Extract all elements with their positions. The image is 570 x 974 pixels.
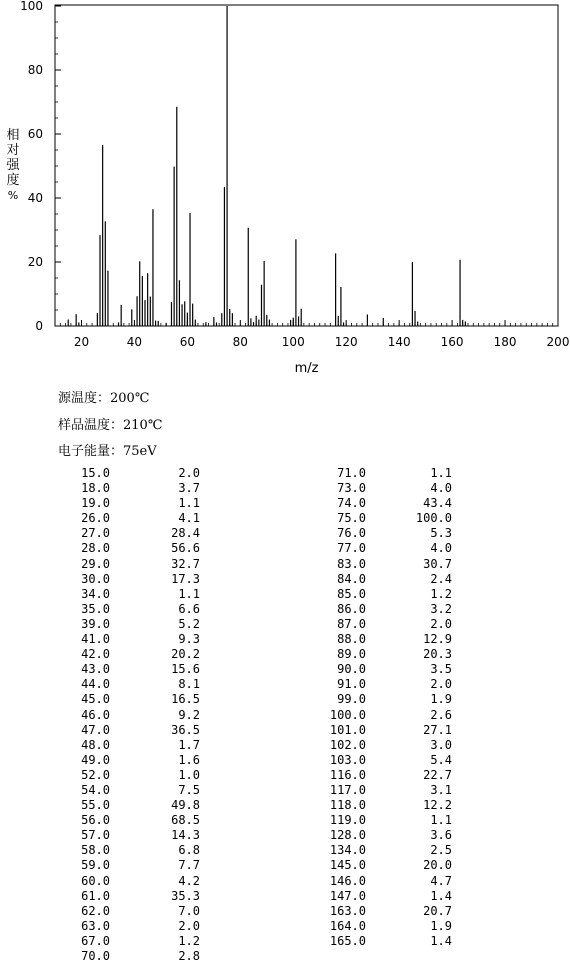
intensity-value: 2.5 [430,843,452,858]
mz-value: 63.0 [81,918,110,933]
mz-value: 57.0 [81,828,110,843]
mz-value: 71.0 [337,466,366,480]
mz-value: 30.0 [81,571,110,586]
table-row [60,889,220,904]
y-tick-label: 20 [27,255,43,269]
table-row [60,753,220,768]
y-axis-label-char: 相 [6,128,20,143]
table-row [60,768,220,783]
source-temperature-line [58,387,149,406]
mz-value: 88.0 [337,632,366,647]
intensity-value: 15.6 [171,662,200,677]
table-row [60,481,220,496]
intensity-value: 20.7 [423,903,452,918]
table-row [316,602,476,617]
table-row [60,602,220,617]
x-tick-label: 120 [334,335,358,349]
table-row [316,768,476,783]
mz-value: 67.0 [81,933,110,948]
mz-value: 19.0 [81,496,110,511]
mz-value: 47.0 [81,722,110,737]
mz-value: 49.0 [81,752,110,767]
table-row [316,557,476,572]
intensity-value: 12.9 [423,632,452,647]
intensity-value: 32.7 [171,556,200,571]
table-row [60,587,220,602]
intensity-value: 3.5 [430,662,452,677]
table-row [60,557,220,572]
source-temperature-label: 源温度： [58,391,111,406]
table-row [316,572,476,587]
mz-value: 61.0 [81,888,110,903]
table-row [60,647,220,662]
table-row [60,919,220,934]
intensity-value: 5.2 [178,616,200,631]
sample-temperature-value: 210℃ [123,418,163,433]
x-tick-label: 40 [126,335,143,349]
mz-value: 41.0 [81,632,110,647]
table-row [60,632,220,647]
table-row [316,874,476,889]
table-row [316,753,476,768]
mz-value: 147.0 [329,888,366,903]
table-row [60,572,220,587]
table-row [316,541,476,556]
mz-value: 86.0 [337,601,366,616]
intensity-value: 3.1 [430,782,452,797]
peak-table-left [60,466,220,964]
intensity-value: 5.3 [430,526,452,541]
intensity-value: 2.0 [430,677,452,692]
table-row [60,708,220,723]
mz-value: 117.0 [329,782,366,797]
mz-value: 73.0 [337,481,366,496]
intensity-value: 1.6 [178,752,200,767]
intensity-value: 35.3 [171,888,200,903]
mz-value: 90.0 [337,662,366,677]
table-row [60,526,220,541]
intensity-value: 56.6 [171,541,200,556]
mz-value: 18.0 [81,481,110,496]
table-row [316,889,476,904]
mz-value: 56.0 [81,813,110,828]
mz-value: 134.0 [329,843,366,858]
table-row [316,496,476,511]
x-axis-label: m/z [294,361,319,376]
sample-temperature-line [58,414,162,433]
x-tick-label: 80 [232,335,248,349]
mz-value: 70.0 [81,949,110,963]
table-row [60,677,220,692]
mz-value: 100.0 [329,707,366,722]
table-row [316,511,476,526]
table-row [60,541,220,556]
intensity-value: 7.5 [178,782,200,797]
intensity-value: 36.5 [171,722,200,737]
mz-value: 15.0 [81,466,110,480]
table-row [60,723,220,738]
intensity-value: 30.7 [423,556,452,571]
table-row [60,949,220,964]
mz-value: 128.0 [329,828,366,843]
table-row [60,617,220,632]
intensity-value: 4.2 [178,873,200,888]
intensity-value: 2.8 [178,949,200,963]
mz-value: 87.0 [337,616,366,631]
mz-value: 165.0 [329,933,366,948]
intensity-value: 9.2 [178,707,200,722]
electron-energy-label: 电子能量： [58,444,124,459]
intensity-value: 1.7 [178,737,200,752]
mz-value: 163.0 [329,903,366,918]
intensity-value: 1.9 [430,692,452,707]
table-row [316,692,476,707]
mz-value: 59.0 [81,858,110,873]
x-tick-label: 160 [440,335,464,349]
intensity-value: 3.0 [430,737,452,752]
mz-value: 102.0 [329,737,366,752]
table-row [316,481,476,496]
table-row [316,904,476,919]
table-row [316,828,476,843]
y-tick-label: 40 [27,191,43,205]
table-row [60,843,220,858]
table-row [316,466,476,481]
intensity-value: 20.3 [423,647,452,662]
mz-value: 146.0 [329,873,366,888]
mz-value: 45.0 [81,692,110,707]
y-axis-label-char: 对 [6,143,20,158]
mz-value: 27.0 [81,526,110,541]
intensity-value: 2.0 [430,616,452,631]
mz-value: 118.0 [329,798,366,813]
mz-value: 26.0 [81,511,110,526]
table-row [316,587,476,602]
intensity-value: 17.3 [171,571,200,586]
intensity-value: 1.2 [178,933,200,948]
x-tick-label: 180 [493,335,517,349]
mz-value: 119.0 [329,813,366,828]
mz-value: 91.0 [337,677,366,692]
table-row [60,692,220,707]
electron-energy-value: 75eV [123,444,157,459]
table-row [60,858,220,873]
intensity-value: 6.8 [178,843,200,858]
mz-value: 52.0 [81,767,110,782]
table-row [316,934,476,949]
intensity-value: 1.1 [178,586,200,601]
intensity-value: 8.1 [178,677,200,692]
intensity-value: 3.6 [430,828,452,843]
table-row [316,843,476,858]
mz-value: 44.0 [81,677,110,692]
intensity-value: 1.1 [430,466,452,480]
table-row [60,511,220,526]
y-axis-label-char: 度 [6,173,20,188]
mz-value: 29.0 [81,556,110,571]
table-row [316,647,476,662]
table-row [316,632,476,647]
table-row [316,858,476,873]
table-row [316,783,476,798]
mz-value: 77.0 [337,541,366,556]
intensity-value: 4.0 [430,541,452,556]
table-row [316,677,476,692]
mz-value: 74.0 [337,496,366,511]
x-tick-label: 20 [73,335,90,349]
intensity-value: 3.7 [178,481,200,496]
intensity-value: 1.4 [430,888,452,903]
intensity-value: 2.0 [178,466,200,480]
y-axis-label-char: 强 [6,158,20,173]
intensity-value: 16.5 [171,692,200,707]
table-row [60,813,220,828]
mz-value: 164.0 [329,918,366,933]
intensity-value: 27.1 [423,722,452,737]
y-axis-label-char: % [7,189,19,202]
table-row [60,874,220,889]
mz-value: 43.0 [81,662,110,677]
mz-value: 42.0 [81,647,110,662]
mz-value: 58.0 [81,843,110,858]
table-row [316,526,476,541]
table-row [60,466,220,481]
intensity-value: 1.0 [178,767,200,782]
intensity-value: 1.1 [178,496,200,511]
sample-temperature-label: 样品温度： [58,418,124,433]
source-temperature-value: 200℃ [110,391,150,406]
mz-value: 76.0 [337,526,366,541]
mz-value: 99.0 [337,692,366,707]
intensity-value: 6.6 [178,601,200,616]
table-row [316,798,476,813]
mz-value: 84.0 [337,571,366,586]
table-row [60,662,220,677]
table-row [316,813,476,828]
intensity-value: 49.8 [171,798,200,813]
intensity-value: 4.1 [178,511,200,526]
y-tick-label: 60 [27,127,43,141]
table-row [316,738,476,753]
intensity-value: 12.2 [423,798,452,813]
intensity-value: 7.0 [178,903,200,918]
table-row [60,496,220,511]
x-tick-label: 140 [387,335,411,349]
mz-value: 39.0 [81,616,110,631]
mz-value: 48.0 [81,737,110,752]
mz-value: 54.0 [81,782,110,797]
intensity-value: 9.3 [178,632,200,647]
intensity-value: 1.2 [430,586,452,601]
intensity-value: 43.4 [423,496,452,511]
x-tick-label: 60 [179,335,196,349]
mz-value: 55.0 [81,798,110,813]
table-row [60,934,220,949]
intensity-value: 4.0 [430,481,452,496]
table-row [60,783,220,798]
mz-value: 103.0 [329,752,366,767]
table-row [316,662,476,677]
table-row [316,617,476,632]
intensity-value: 3.2 [430,601,452,616]
table-row [316,723,476,738]
table-row [60,828,220,843]
y-axis-label [6,128,20,203]
y-tick-label: 0 [35,319,43,333]
table-row [60,738,220,753]
intensity-value: 14.3 [171,828,200,843]
mz-value: 35.0 [81,601,110,616]
mass-spectrum-chart [0,0,570,380]
mz-value: 101.0 [329,722,366,737]
intensity-value: 22.7 [423,767,452,782]
intensity-value: 1.1 [430,813,452,828]
intensity-value: 2.4 [430,571,452,586]
intensity-value: 28.4 [171,526,200,541]
table-row [60,798,220,813]
x-tick-label: 200 [546,335,570,349]
intensity-value: 68.5 [171,813,200,828]
intensity-value: 1.4 [430,933,452,948]
intensity-value: 20.2 [171,647,200,662]
mz-value: 75.0 [337,511,366,526]
mz-value: 28.0 [81,541,110,556]
y-tick-label: 100 [20,0,43,13]
mz-value: 34.0 [81,586,110,601]
mz-value: 89.0 [337,647,366,662]
electron-energy-line [58,440,157,459]
intensity-value: 2.0 [178,918,200,933]
intensity-value: 5.4 [430,752,452,767]
mz-value: 62.0 [81,903,110,918]
mz-value: 46.0 [81,707,110,722]
intensity-value: 4.7 [430,873,452,888]
table-row [316,919,476,934]
table-row [316,708,476,723]
mz-value: 85.0 [337,586,366,601]
intensity-value: 100.0 [415,511,452,526]
peak-table-right [316,466,476,949]
table-row [60,904,220,919]
intensity-value: 20.0 [423,858,452,873]
mz-value: 60.0 [81,873,110,888]
intensity-value: 7.7 [178,858,200,873]
mz-value: 83.0 [337,556,366,571]
plot-frame [55,5,558,326]
x-tick-label: 100 [281,335,305,349]
intensity-value: 1.9 [430,918,452,933]
y-tick-label: 80 [27,63,43,77]
intensity-value: 2.6 [430,707,452,722]
mz-value: 145.0 [329,858,366,873]
mz-value: 116.0 [329,767,366,782]
